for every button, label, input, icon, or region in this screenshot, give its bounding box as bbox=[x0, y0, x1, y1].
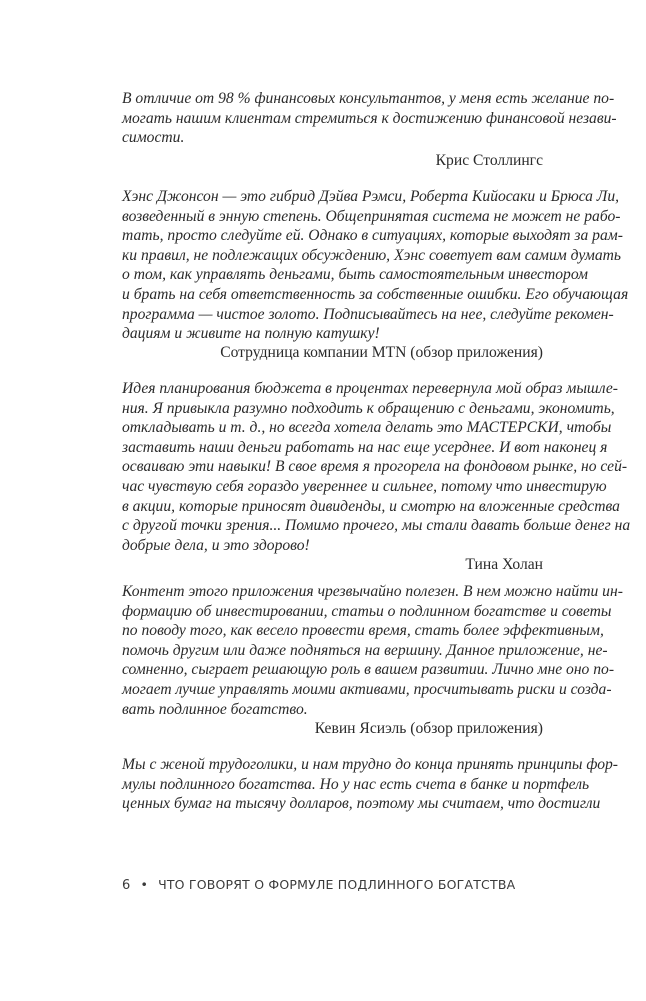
quote-line: в акции, которые приносят дивиденды, и смотрю на вложенные средства bbox=[122, 497, 620, 515]
testimonial-author: Крис Столлингс bbox=[435, 152, 543, 169]
quote-line: формацию об инвестировании, статьи о подлинном богатстве и советы bbox=[122, 602, 612, 620]
quote-line: могать нашим клиентам стремиться к достижению финансовой незави- bbox=[122, 109, 617, 127]
quote-line: и брать на себя ответственность за собственные ошибки. Его обучающая bbox=[122, 285, 629, 303]
quote-line: о том, как управлять деньгами, быть самостоятельным инвестором bbox=[122, 266, 588, 284]
quote-line: Мы с женой трудоголики, и нам трудно до конца принять принципы фор- bbox=[122, 756, 618, 773]
quote-line: час чувствую себя гораздо увереннее и сильнее, потому что инвестирую bbox=[122, 477, 607, 495]
page-footer bbox=[122, 877, 515, 893]
quote-line: Хэнс Джонсон — это гибрид Дэйва Рэмси, Роберта Кийосаки и Брюса Ли, bbox=[122, 188, 620, 205]
quote-line: могает лучше управлять моими активами, просчитывать риски и созда- bbox=[122, 680, 612, 698]
quote-line: осваиваю эти навыки! В свое время я прогорела на фондовом рынке, но сей- bbox=[122, 458, 628, 476]
quote-line: дациям и живите на полную катушку! bbox=[122, 325, 380, 343]
quote-line: вать подлинное богатство. bbox=[122, 700, 308, 718]
quote-line: возведенный в энную степень. Общепринятая система не может не рабо- bbox=[122, 207, 621, 225]
quote-line: откладывать и т. д., но всегда хотела делать это МАСТЕРСКИ, чтобы bbox=[122, 419, 612, 437]
quote-line: программа — чистое золото. Подписывайтесь на нее, следуйте рекомен- bbox=[122, 305, 614, 323]
testimonial-author: Кевин Ясиэль (обзор приложения) bbox=[314, 720, 543, 737]
quote-line: заставить наши деньги работать на нас еще усерднее. И вот наконец я bbox=[122, 438, 608, 456]
testimonial-quote bbox=[122, 755, 618, 814]
quote-line: симости. bbox=[122, 129, 185, 147]
running-title: ЧТО ГОВОРЯТ О ФОРМУЛЕ ПОДЛИННОГО БОГАТСТВА bbox=[158, 877, 516, 892]
quote-line: ценных бумаг на тысячу долларов, поэтому мы считаем, что достигли bbox=[122, 795, 601, 813]
quote-line: сомненно, сыграет решающую роль в вашем развитии. Лично мне оно по- bbox=[122, 661, 615, 679]
quote-line: по поводу того, как весело провести время, стать более эффективным, bbox=[122, 622, 604, 640]
testimonial-author: Тина Холан bbox=[465, 556, 543, 573]
testimonial-quote bbox=[122, 582, 623, 719]
quote-line: добрые дела, и это здорово! bbox=[122, 536, 310, 554]
quote-line: тать, просто следуйте ей. Однако в ситуациях, которые выходят за рам- bbox=[122, 227, 623, 245]
testimonial-author: Сотрудница компании MTN (обзор приложения) bbox=[220, 344, 543, 361]
quote-line: мулы подлинного богатства. Но у нас есть счета в банке и портфель bbox=[122, 775, 590, 793]
quote-line: с другой точки зрения... Помимо прочего, мы стали давать больше денег на bbox=[122, 517, 631, 535]
quote-line: Контент этого приложения чрезвычайно полезен. В нем можно найти ин- bbox=[122, 583, 623, 600]
testimonial-quote bbox=[122, 89, 617, 148]
page-number: 6 bbox=[122, 878, 131, 893]
testimonial-quote bbox=[122, 187, 629, 344]
testimonial-quote bbox=[122, 379, 631, 555]
quote-line: помочь другим или даже подняться на вершину. Данное приложение, не- bbox=[122, 641, 608, 659]
quote-line: Идея планирования бюджета в процентах перевернула мой образ мышле- bbox=[122, 380, 619, 397]
quote-line: ки правил, не подлежащих обсуждению, Хэнс советует вам самим думать bbox=[122, 246, 621, 264]
quote-line: В отличие от 98 % финансовых консультантов, у меня есть желание по- bbox=[122, 90, 615, 107]
quote-line: ния. Я привыкла разумно подходить к обращению с деньгами, экономить, bbox=[122, 399, 615, 417]
separator-dot: • bbox=[140, 877, 149, 892]
